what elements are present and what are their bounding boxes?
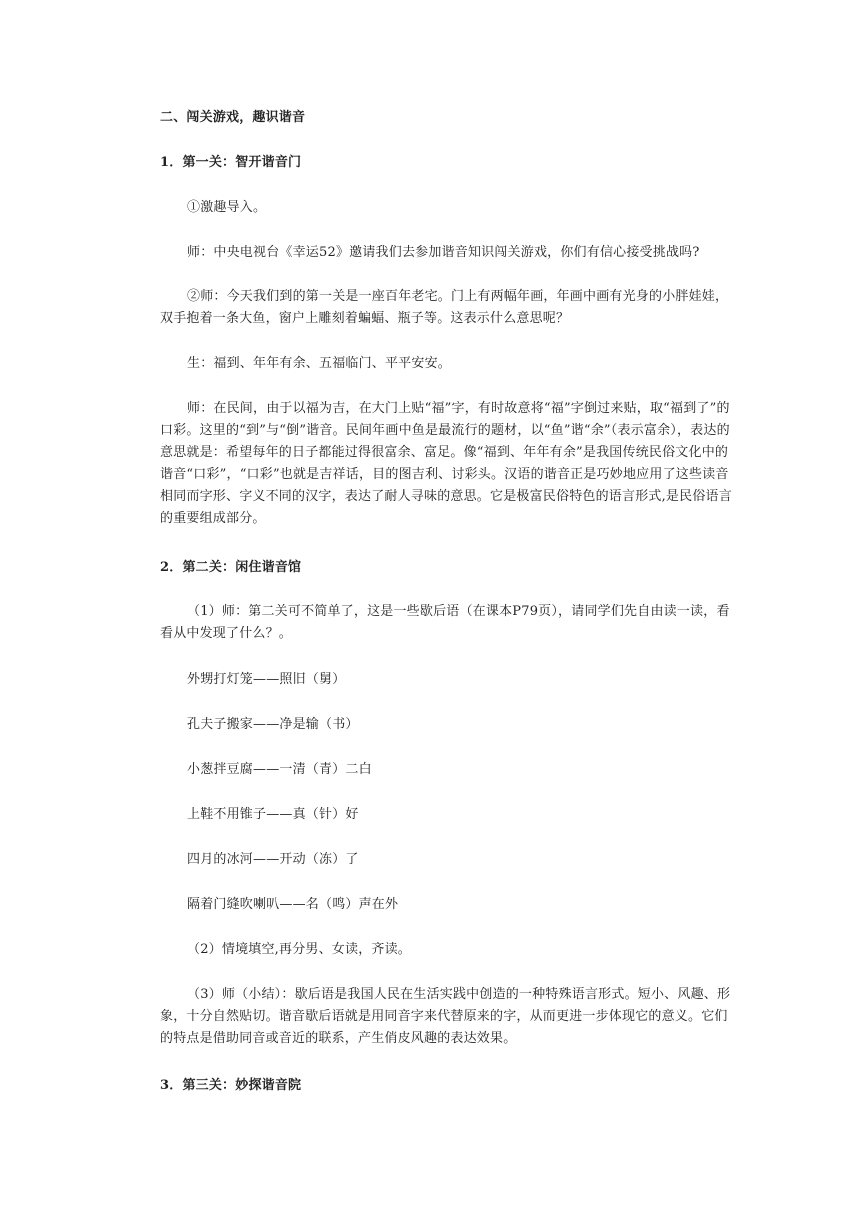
idiom-item: 四月的冰河——开动（冻）了 [187,852,359,867]
level2-paragraph-2: （2）情境填空,再分男、女读，齐读。 [187,942,412,957]
level3-heading: 3．第三关：妙探谐音院 [160,1078,302,1093]
idiom-item: 外甥打灯笼——照旧（舅） [187,672,346,687]
level1-paragraph-3: ②师：今天我们到的第一关是一座百年老宅。门上有两幅年画，年画中画有光身的小胖娃娃，双手抱着一条大鱼，窗户上雕刻着蝙蝠、瓶子等。这表示什么意思呢？ [160,289,729,326]
level1-paragraph-5: 师：在民间，由于以福为吉，在大门上贴“福”字，有时故意将“福”字倒过来贴，取“福到了”的口彩。这里的“到”与“倒”谐音。民间年画中鱼是最流行的题材，以“鱼”谐“余”（表示富余），表达的意思就是：希望每年的日子都能过得很富余、富足。像“福到、年年有余”是我国传统民俗文化中的谐音“口彩”，“口彩”也就是吉祥话，目的图吉利、讨彩头。汉语的谐音正是巧妙地应用了这些读音相同而字形、字义不同的汉字，表达了耐人寻味的意思。它是极富民俗特色的语言形式,是民俗语言的重要组成部分。 [160,401,732,526]
level2-paragraph-3: （3）师（小结）：歇后语是我国人民在生活实践中创造的一种特殊语言形式。短小、风趣、形象，十分自然贴切。谐音歇后语就是用同音字来代替原来的字，从而更进一步体现它的意义。它们的特点是借助同音或音近的联系，产生俏皮风趣的表达效果。 [160,987,731,1046]
section-title: 二、闯关游戏，趣识谐音 [160,110,306,125]
idiom-item: 孔夫子搬家——净是输（书） [187,717,359,732]
idiom-item: 小葱拌豆腐——一清（青）二白 [187,762,372,777]
level1-paragraph-2: 师：中央电视台《幸运52》邀请我们去参加谐音知识闯关游戏，你们有信心接受挑战吗? [187,245,700,260]
level2-paragraph-1: （1）师：第二关可不简单了，这是一些歇后语（在课本P79页），请同学们先自由读一读，看看从中发现了什么？。 [160,604,730,641]
level1-paragraph-1: ①激趣导入。 [187,200,267,215]
level2-heading: 2．第二关：闲住谐音馆 [160,560,302,575]
idiom-item: 隔着门缝吹喇叭——名（鸣）声在外 [187,897,399,912]
level1-paragraph-4: 生：福到、年年有余、五福临门、平平安安。 [187,356,452,371]
idiom-item: 上鞋不用锥子——真（针）好 [187,807,359,822]
level1-heading: 1．第一关：智开谐音门 [160,155,302,170]
